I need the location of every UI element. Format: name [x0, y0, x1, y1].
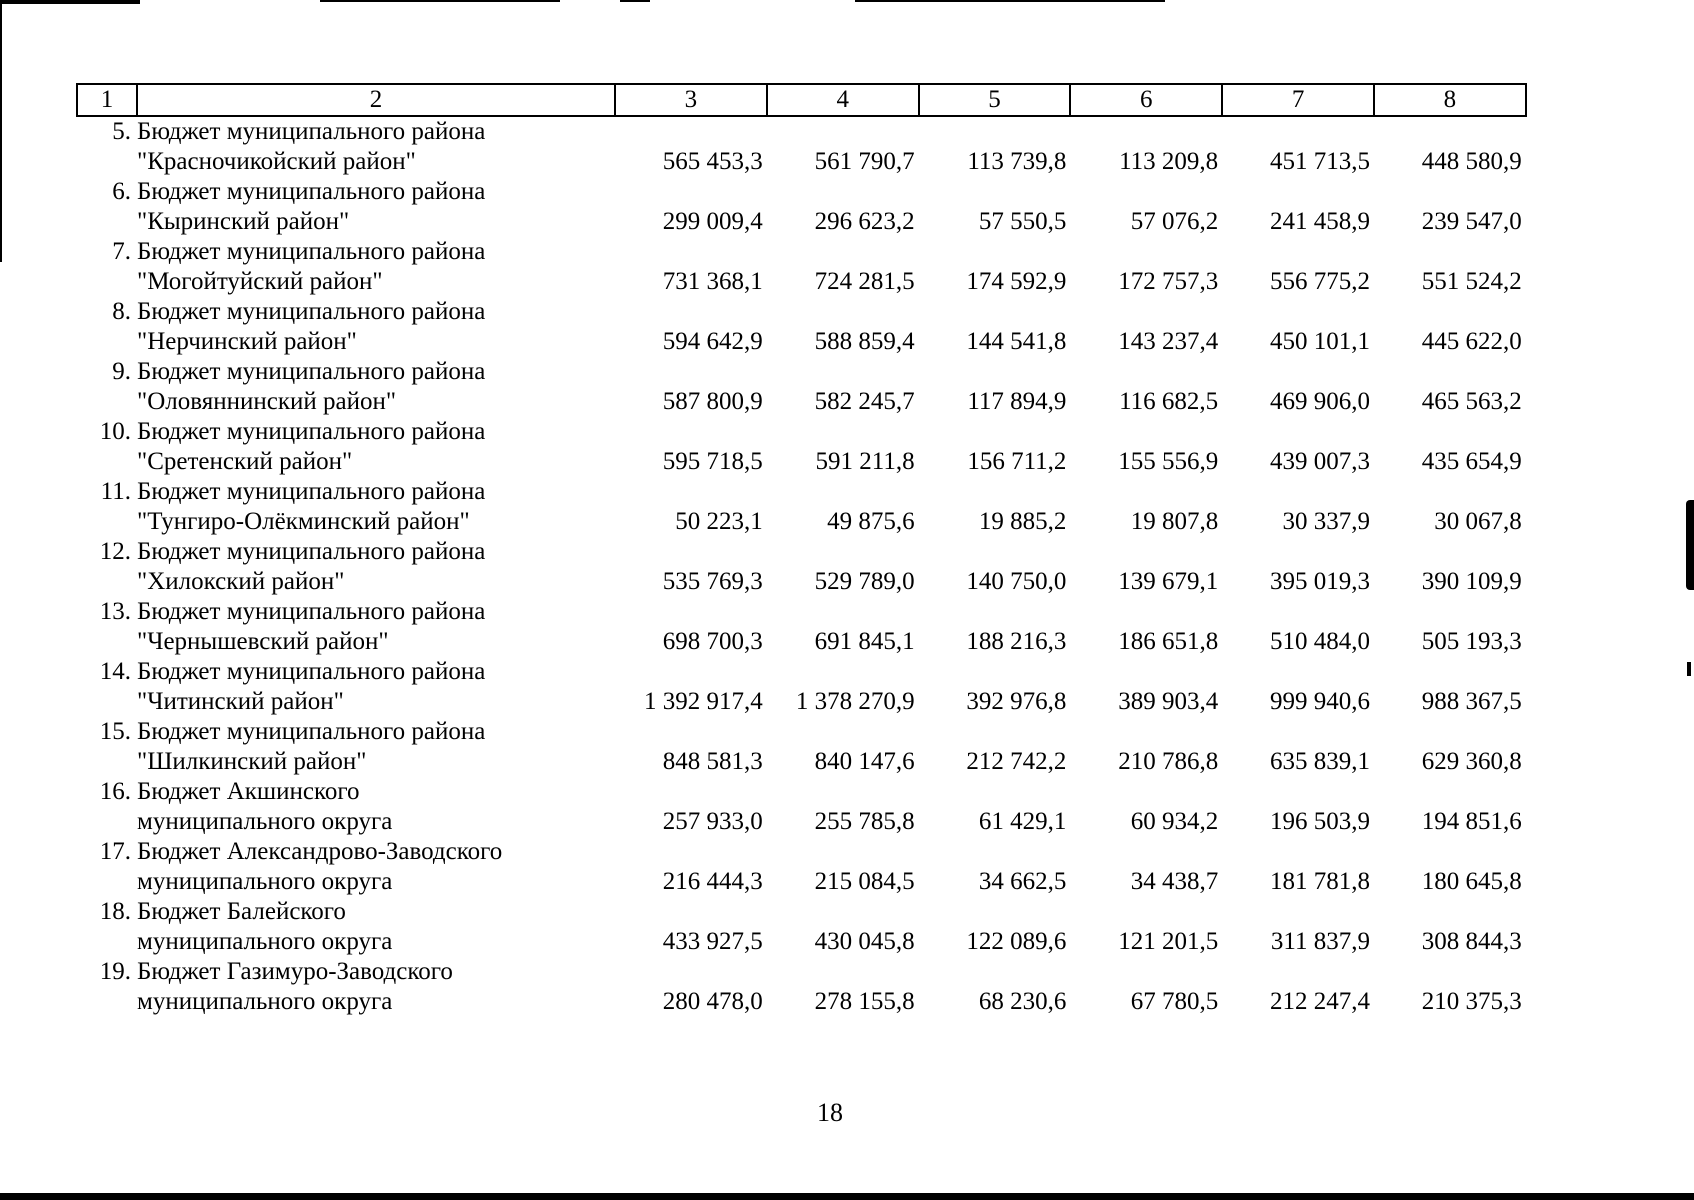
- value-cell-col7: 439 007,3: [1269, 448, 1370, 475]
- value-cell-col4: 724 281,5: [814, 268, 915, 295]
- value-cell-col5: 392 976,8: [966, 688, 1067, 715]
- value-cell-col4: 691 845,1: [814, 628, 915, 655]
- table-row: [77, 837, 1526, 897]
- row-number: 19.: [99, 958, 131, 985]
- value-cell-col5: 68 230,6: [978, 988, 1067, 1015]
- value-cell-col8: 210 375,3: [1421, 988, 1522, 1015]
- value-cell-col5: 122 089,6: [966, 928, 1067, 955]
- budget-name-line2: муниципального округа: [137, 928, 393, 955]
- value-cell-col7: 469 906,0: [1269, 388, 1370, 415]
- value-cell-col6: 143 237,4: [1118, 328, 1219, 355]
- value-cell-col7: 196 503,9: [1269, 808, 1370, 835]
- table-row: [77, 177, 1526, 237]
- value-cell-col6: 116 682,5: [1119, 388, 1219, 415]
- value-cell-col6: 57 076,2: [1130, 208, 1219, 235]
- budget-name-line1: Бюджет муниципального района: [137, 478, 486, 505]
- value-cell-col4: 296 623,2: [814, 208, 915, 235]
- value-cell-col8: 435 654,9: [1421, 448, 1522, 475]
- value-cell-col5: 144 541,8: [966, 328, 1067, 355]
- budget-name: [137, 116, 615, 177]
- budget-name-line2: "Тунгиро-Олёкминский район": [137, 508, 470, 535]
- budget-name-line1: Бюджет Балейского: [137, 898, 346, 925]
- header-cell: 5: [919, 84, 1071, 116]
- value-cell-col4: 49 875,6: [827, 508, 915, 535]
- value-cell-col5: 140 750,0: [966, 568, 1067, 595]
- row-number: 16.: [99, 778, 131, 805]
- value-cell-col7: 395 019,3: [1269, 568, 1370, 595]
- value-cell-col6: 186 651,8: [1118, 628, 1219, 655]
- value-cell-col7: 451 713,5: [1269, 148, 1370, 175]
- table-row: [77, 357, 1526, 417]
- value-cell-col4: 215 084,5: [814, 868, 915, 895]
- scan-mark: [620, 0, 650, 2]
- row-number: 14.: [99, 658, 131, 685]
- header-cell: 7: [1222, 84, 1374, 116]
- budget-name-line2: "Сретенский район": [137, 448, 353, 475]
- table-row: [77, 537, 1526, 597]
- table-row: [77, 116, 1526, 177]
- header-cell: 1: [77, 84, 137, 116]
- value-cell-col8: 445 622,0: [1421, 328, 1522, 355]
- value-cell-col5: 113 739,8: [967, 148, 1067, 175]
- budget-name: [137, 417, 615, 477]
- value-cell-col3: 848 581,3: [662, 748, 763, 775]
- value-cell-col5: 34 662,5: [978, 868, 1067, 895]
- value-cell-col6: 389 903,4: [1118, 688, 1219, 715]
- budget-name-line2: муниципального округа: [137, 808, 393, 835]
- value-cell-col3: 280 478,0: [662, 988, 763, 1015]
- page-number: 18: [817, 1098, 843, 1127]
- value-cell-col6: 19 807,8: [1130, 508, 1219, 535]
- header-cell: 2: [137, 84, 615, 116]
- value-cell-col4: 255 785,8: [814, 808, 915, 835]
- budget-name-line2: "Красночикойский район": [137, 148, 416, 175]
- value-cell-col8: 180 645,8: [1421, 868, 1522, 895]
- value-cell-col7: 999 940,6: [1269, 688, 1370, 715]
- budget-name-line1: Бюджет муниципального района: [137, 658, 486, 685]
- header-cell: 8: [1374, 84, 1526, 116]
- value-cell-col4: 529 789,0: [814, 568, 915, 595]
- budget-name-line1: Бюджет муниципального района: [137, 718, 486, 745]
- budget-name: [137, 597, 615, 657]
- budget-name: [137, 717, 615, 777]
- budget-name: [137, 177, 615, 237]
- value-cell-col3: 299 009,4: [662, 208, 763, 235]
- row-number: 18.: [99, 898, 131, 925]
- table-row: [77, 897, 1526, 957]
- budget-name-line2: "Могойтуйский район": [137, 268, 383, 295]
- value-cell-col3: 731 368,1: [662, 268, 763, 295]
- value-cell-col5: 188 216,3: [966, 628, 1067, 655]
- value-cell-col7: 212 247,4: [1269, 988, 1370, 1015]
- value-cell-col8: 465 563,2: [1421, 388, 1522, 415]
- scan-mark: [0, 0, 140, 4]
- table-row: [77, 477, 1526, 537]
- value-cell-col3: 698 700,3: [662, 628, 763, 655]
- row-number: 12.: [99, 538, 131, 565]
- table-row: [77, 237, 1526, 297]
- row-number: 5.: [112, 118, 131, 145]
- value-cell-col3: 257 933,0: [662, 808, 763, 835]
- budget-name-line1: Бюджет муниципального района: [137, 358, 486, 385]
- budget-name-line2: "Оловяннинский район": [137, 388, 397, 415]
- budget-name-line1: Бюджет муниципального района: [137, 238, 486, 265]
- value-cell-col4: 430 045,8: [814, 928, 915, 955]
- value-cell-col4: 591 211,8: [815, 448, 915, 475]
- budget-table: [76, 83, 1527, 1017]
- table-row: [77, 777, 1526, 837]
- value-cell-col5: 61 429,1: [978, 808, 1067, 835]
- row-number: 17.: [99, 838, 131, 865]
- budget-name-line2: "Читинский район": [137, 688, 344, 715]
- budget-name-line2: "Нерчинский район": [137, 328, 357, 355]
- value-cell-col7: 510 484,0: [1269, 628, 1370, 655]
- header-cell: 4: [767, 84, 919, 116]
- value-cell-col5: 212 742,2: [966, 748, 1067, 775]
- value-cell-col6: 155 556,9: [1118, 448, 1219, 475]
- value-cell-col6: 139 679,1: [1118, 568, 1219, 595]
- budget-name: [137, 477, 615, 537]
- budget-name-line1: Бюджет муниципального района: [137, 418, 486, 445]
- scan-edge: [0, 0, 2, 262]
- header-cell: 6: [1070, 84, 1222, 116]
- value-cell-col3: 216 444,3: [662, 868, 763, 895]
- budget-name-line2: муниципального округа: [137, 868, 393, 895]
- value-cell-col7: 30 337,9: [1282, 508, 1370, 535]
- budget-name: [137, 837, 615, 897]
- budget-name: [137, 657, 615, 717]
- value-cell-col6: 172 757,3: [1118, 268, 1219, 295]
- budget-name: [137, 537, 615, 597]
- budget-name-line1: Бюджет Газимуро-Заводского: [137, 958, 453, 985]
- value-cell-col7: 241 458,9: [1269, 208, 1370, 235]
- value-cell-col3: 433 927,5: [662, 928, 763, 955]
- budget-name: [137, 897, 615, 957]
- table-row: [77, 417, 1526, 477]
- value-cell-col3: 594 642,9: [662, 328, 763, 355]
- table-body: [77, 116, 1526, 1017]
- budget-name: [137, 777, 615, 837]
- value-cell-col8: 30 067,8: [1434, 508, 1522, 535]
- value-cell-col4: 278 155,8: [814, 988, 915, 1015]
- value-cell-col8: 390 109,9: [1421, 568, 1522, 595]
- value-cell-col6: 121 201,5: [1118, 928, 1219, 955]
- row-number: 10.: [99, 418, 131, 445]
- value-cell-col8: 505 193,3: [1421, 628, 1522, 655]
- value-cell-col3: 50 223,1: [675, 508, 763, 535]
- row-number: 15.: [99, 718, 131, 745]
- budget-name-line2: "Чернышевский район": [137, 628, 389, 655]
- value-cell-col4: 582 245,7: [814, 388, 915, 415]
- header-cell: 3: [615, 84, 767, 116]
- header-row: [77, 84, 1526, 116]
- budget-table-container: [76, 83, 1525, 1017]
- budget-name: [137, 297, 615, 357]
- value-cell-col6: 60 934,2: [1130, 808, 1219, 835]
- budget-name-line1: Бюджет муниципального района: [137, 298, 486, 325]
- budget-name: [137, 237, 615, 297]
- value-cell-col3: 565 453,3: [662, 148, 763, 175]
- table-header: [77, 84, 1526, 116]
- scan-mark: [320, 0, 560, 2]
- value-cell-col7: 311 837,9: [1270, 928, 1370, 955]
- budget-name-line1: Бюджет Акшинского: [137, 778, 360, 805]
- row-number: 7.: [112, 238, 131, 265]
- value-cell-col8: 308 844,3: [1421, 928, 1522, 955]
- budget-name-line1: Бюджет Александрово-Заводского: [137, 838, 503, 865]
- value-cell-col3: 1 392 917,4: [644, 688, 763, 715]
- budget-name: [137, 357, 615, 417]
- row-number: 13.: [99, 598, 131, 625]
- value-cell-col7: 635 839,1: [1269, 748, 1370, 775]
- value-cell-col8: 629 360,8: [1421, 748, 1522, 775]
- table-row: [77, 657, 1526, 717]
- value-cell-col4: 840 147,6: [814, 748, 915, 775]
- value-cell-col7: 450 101,1: [1269, 328, 1370, 355]
- budget-name-line1: Бюджет муниципального района: [137, 178, 486, 205]
- value-cell-col4: 588 859,4: [814, 328, 915, 355]
- value-cell-col5: 19 885,2: [978, 508, 1067, 535]
- value-cell-col3: 587 800,9: [662, 388, 763, 415]
- budget-name: [137, 957, 615, 1017]
- value-cell-col5: 156 711,2: [967, 448, 1067, 475]
- scan-edge: [0, 1193, 1694, 1200]
- value-cell-col6: 210 786,8: [1118, 748, 1219, 775]
- value-cell-col8: 194 851,6: [1421, 808, 1522, 835]
- budget-name-line1: Бюджет муниципального района: [137, 538, 486, 565]
- value-cell-col6: 34 438,7: [1130, 868, 1219, 895]
- value-cell-col3: 535 769,3: [662, 568, 763, 595]
- table-row: [77, 957, 1526, 1017]
- row-number: 9.: [112, 358, 131, 385]
- table-row: [77, 717, 1526, 777]
- table-row: [77, 297, 1526, 357]
- table-row: [77, 597, 1526, 657]
- budget-name-line1: Бюджет муниципального района: [137, 118, 486, 145]
- value-cell-col8: 448 580,9: [1421, 148, 1522, 175]
- value-cell-col5: 174 592,9: [966, 268, 1067, 295]
- value-cell-col3: 595 718,5: [662, 448, 763, 475]
- value-cell-col6: 113 209,8: [1119, 148, 1219, 175]
- value-cell-col7: 556 775,2: [1269, 268, 1370, 295]
- budget-name-line2: муниципального округа: [137, 988, 393, 1015]
- value-cell-col4: 1 378 270,9: [795, 688, 915, 715]
- value-cell-col5: 117 894,9: [967, 388, 1067, 415]
- scan-mark: [855, 0, 1165, 2]
- row-number: 6.: [112, 178, 131, 205]
- value-cell-col8: 239 547,0: [1421, 208, 1522, 235]
- row-number: 8.: [112, 298, 131, 325]
- value-cell-col4: 561 790,7: [814, 148, 915, 175]
- scan-mark: [1686, 500, 1694, 590]
- value-cell-col5: 57 550,5: [978, 208, 1067, 235]
- scan-mark: [1687, 662, 1691, 676]
- row-number: 11.: [100, 478, 131, 505]
- budget-name-line2: "Кыринский район": [137, 208, 350, 235]
- value-cell-col7: 181 781,8: [1269, 868, 1370, 895]
- budget-name-line2: "Шилкинский район": [137, 748, 367, 775]
- budget-name-line2: "Хилокский район": [137, 568, 345, 595]
- value-cell-col8: 988 367,5: [1421, 688, 1522, 715]
- budget-name-line1: Бюджет муниципального района: [137, 598, 486, 625]
- value-cell-col6: 67 780,5: [1130, 988, 1219, 1015]
- value-cell-col8: 551 524,2: [1421, 268, 1522, 295]
